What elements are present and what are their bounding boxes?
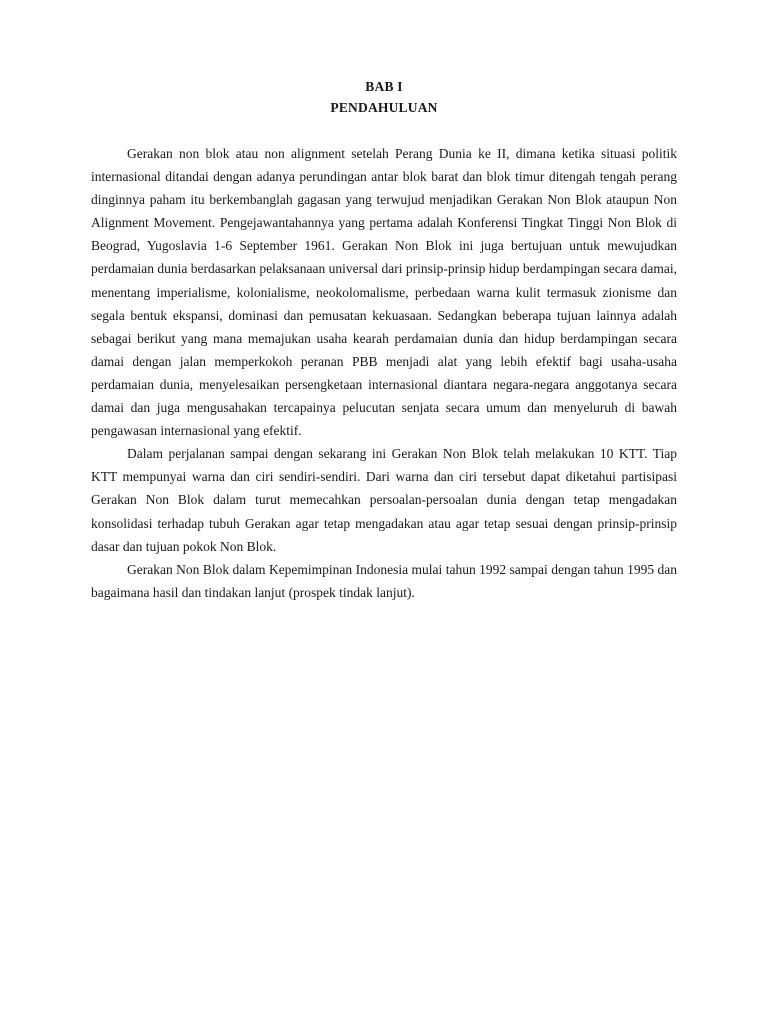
paragraph: Gerakan non blok atau non alignment setelah Perang Dunia ke II, dimana ketika situasi politik internasional ditandai dengan adanya perundingan antar blok barat dan blok timur ditengah tengah perang dinginnya paham itu berkembanglah gagasan yang terwujud menjadikan Gerakan Non Blok ataupun Non Alignment Movement. Pengejawantahannya yang pertama adalah Konferensi Tingkat Tinggi Non Blok di Beograd, Yugoslavia 1-6 September 1961. Gerakan Non Blok ini juga bertujuan untuk mewujudkan perdamaian dunia berdasarkan pelaksanaan universal dari prinsip-prinsip hidup berdampingan secara damai, menentang imperialisme, kolonialisme, neokolomalisme, perbedaan warna kulit termasuk zionisme dan segala bentuk ekspansi, dominasi dan pemusatan kekuasaan. Sedangkan beberapa tujuan lainnya adalah sebagai berikut yang mana memajukan usaha kearah perdamaian dunia dan hidup berdampingan secara damai dengan jalan memperkokoh peranan PBB menjadi alat yang lebih efektif bagi usaha-usaha perdamaian dunia, menyelesaikan persengketaan internasional diantara negara-negara anggotanya secara damai dan juga mengusahakan tercapainya pelucutan senjata secara umum dan menyeluruh di bawah pengawasan internasional yang efektif. (91, 146, 677, 439)
paragraph: Gerakan Non Blok dalam Kepemimpinan Indonesia mulai tahun 1992 sampai dengan tahun 1995 dan bagaimana hasil dan tindakan lanjut (prospek tindak lanjut). (91, 561, 677, 600)
body-text (91, 142, 677, 604)
paragraph: Dalam perjalanan sampai dengan sekarang ini Gerakan Non Blok telah melakukan 10 KTT. Tiap KTT mempunyai warna dan ciri sendiri-sendiri. Dari warna dan ciri tersebut dapat diketahui partisipasi Gerakan Non Blok dalam turut memecahkan persoalan-persoalan dunia dengan tetap mengadakan konsolidasi terhadap tubuh Gerakan agar tetap mengadakan atau agar tetap sesuai dengan prinsip-prinsip dasar dan tujuan pokok Non Blok. (91, 446, 677, 554)
chapter-heading: BAB I (365, 79, 403, 94)
chapter-title: PENDAHULUAN (330, 100, 438, 115)
